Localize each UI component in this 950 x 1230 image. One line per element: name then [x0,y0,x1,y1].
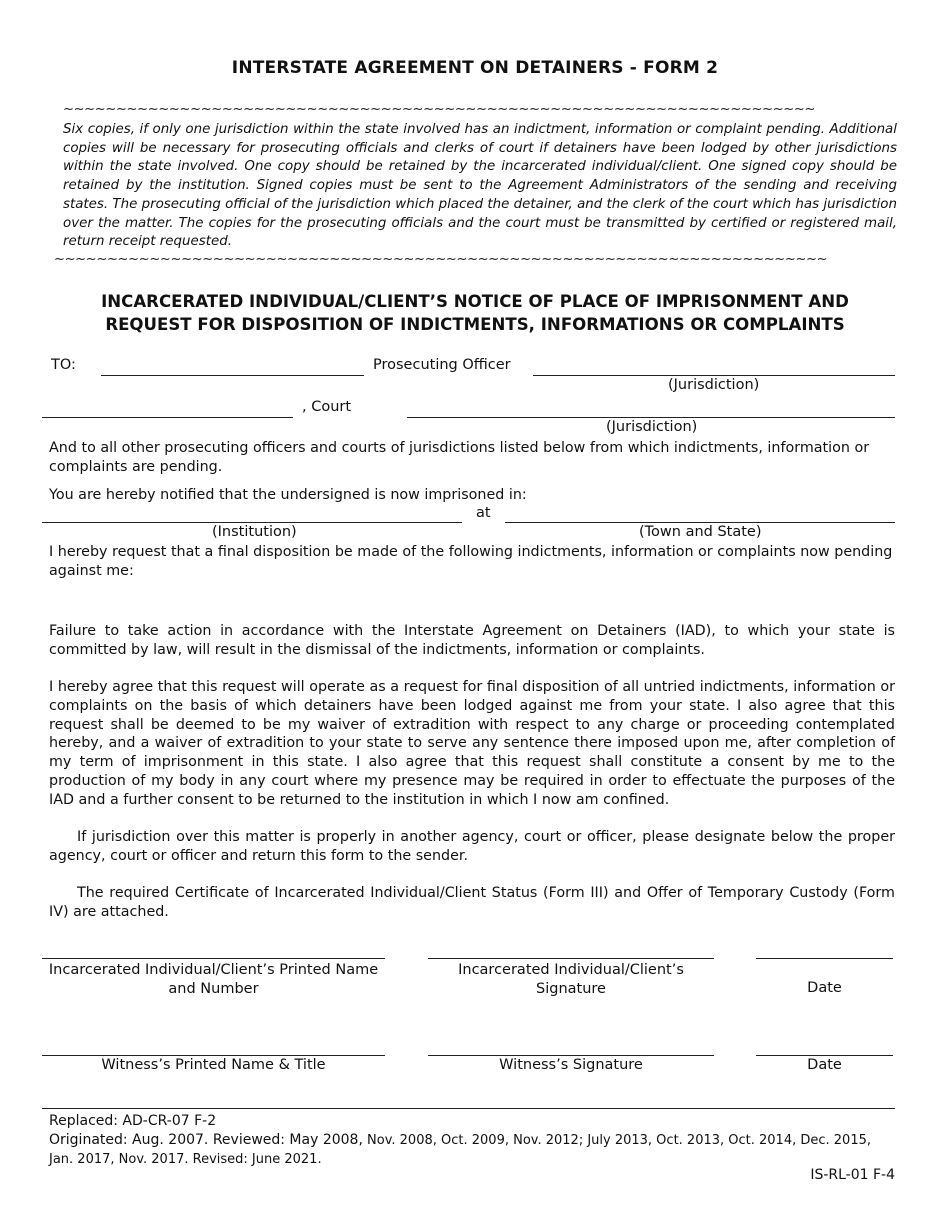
tilde-divider-top: ~~~~~~~~~~~~~~~~~~~~~~~~~~~~~~~~~~~~~~~~~~~~~~~~~~~~~~~~~~~~~~~~~~~~~~~ [63,102,816,117]
jurisdiction-note-text: If jurisdiction over this matter is properly in another agency, court or officer, please designate below the proper agency, court or officer and return this form to the sender. [49,829,895,864]
jurisdiction-caption-2: (Jurisdiction) [606,419,698,435]
notice-heading [40,290,910,336]
agreement-text: I hereby agree that this request will operate as a request for final disposition of all untried indictments, information or complaints on the basis of which detainers have been lodged against me from your state. I also agree that this request shall be deemed to be my waiver of extradition with respect to any charge or proceeding contemplated hereby, and a waiver of extradition to your state to serve any sentence there imposed upon me, after completion of my term of imprisonment in this state. I also agree that this request shall constitute a consent by me to the production of my body in any court where my presence may be required in order to effectuate the purposes of the IAD and a further consent to be returned to the institution in which I now am confined. [49,679,895,808]
printed-name-field[interactable] [42,958,385,959]
institution-caption: (Institution) [212,524,297,540]
date-field-2[interactable] [756,1055,893,1056]
footer-originated: Originated: Aug. 2007. Reviewed: May 2008, [49,1132,363,1148]
notified-text: You are hereby notified that the undersigned is now imprisoned in: [49,487,527,503]
printed-name-caption-line-1: Incarcerated Individual/Client’s Printed Name [48,962,379,978]
attached-text: The required Certificate of Incarcerated Individual/Client Status (Form III) and Offer of Temporary Custody (Form IV) are attached. [49,885,895,920]
date-field-1[interactable] [756,958,893,959]
witness-signature-field[interactable] [428,1055,714,1056]
to-name-field[interactable] [101,375,364,376]
footer-review-dates: Nov. 2008, Oct. 2009, Nov. 2012; July 2013, Oct. 2013, Oct. 2014, Dec. 2015, Jan. 2017, Nov. 2017. Revised: June 2021. [49,1133,872,1167]
institution-field[interactable] [42,522,462,523]
instructions-text: Six copies, if only one jurisdiction within the state involved has an indictment, information or complaint pending. Additional copies will be necessary for prosecuting officials and clerks of court if detainers have been lodged by other jurisdictions within the state involved. One copy should be retained by the incarcerated individual/client. One signed copy should be retained by the institution. Signed copies must be sent to the Agreement Administrators of the sending and receiving states. The prosecuting official of the jurisdiction which placed the detainer, and the clerk of the court which has jurisdiction over the matter. The copies for the prosecuting officials and the court must be transmitted by certified or registered mail, return receipt requested. [63,122,897,250]
form-code: IS-RL-01 F-4 [810,1167,895,1183]
all-others-text: And to all other prosecuting officers and courts of jurisdictions listed below from which indictments, information or complaints are pending. [49,440,870,475]
signature-caption [428,961,714,999]
town-state-field[interactable] [505,522,895,523]
signature-field[interactable] [428,958,714,959]
date-caption-2: Date [807,1057,842,1073]
to-label: TO: [51,357,76,373]
witness-name-field[interactable] [42,1055,385,1056]
prosecuting-officer-jurisdiction-field[interactable] [533,375,895,376]
signature-caption-line-1: Incarcerated Individual/Client’s [458,962,684,978]
witness-name-caption: Witness’s Printed Name & Title [101,1057,326,1073]
footer-divider [42,1108,895,1109]
footer-replaced: Replaced: AD-CR-07 F-2 [49,1113,217,1129]
form-title: INTERSTATE AGREEMENT ON DETAINERS - FORM 2 [231,58,719,78]
tilde-divider-bottom: ~~~~~~~~~~~~~~~~~~~~~~~~~~~~~~~~~~~~~~~~~~~~~~~~~~~~~~~~~~~~~~~~~~~~~~~~~ [54,252,828,267]
printed-name-caption [42,961,385,999]
town-state-caption: (Town and State) [639,524,762,540]
footer-history [49,1131,895,1169]
printed-name-caption-line-2: and Number [168,981,259,997]
witness-signature-caption: Witness’s Signature [499,1057,643,1073]
jurisdiction-caption-1: (Jurisdiction) [668,377,760,393]
notice-heading-line-1: INCARCERATED INDIVIDUAL/CLIENT’S NOTICE OF PLACE OF IMPRISONMENT AND [101,292,849,311]
court-jurisdiction-field[interactable] [407,417,895,418]
prosecuting-officer-label: Prosecuting Officer [373,357,511,373]
signature-caption-line-2: Signature [536,981,606,997]
notice-heading-line-2: REQUEST FOR DISPOSITION OF INDICTMENTS, INFORMATIONS OR COMPLAINTS [105,315,845,334]
court-name-field[interactable] [42,417,293,418]
request-text: I hereby request that a final disposition be made of the following indictments, information or complaints now pending against me: [49,544,893,579]
failure-text: Failure to take action in accordance with the Interstate Agreement on Detainers (IAD), to which your state is committed by law, will result in the dismissal of the indictments, information or complaints. [49,623,895,658]
court-label: , Court [302,399,352,415]
date-caption-1: Date [807,980,842,996]
at-label: at [476,505,491,521]
